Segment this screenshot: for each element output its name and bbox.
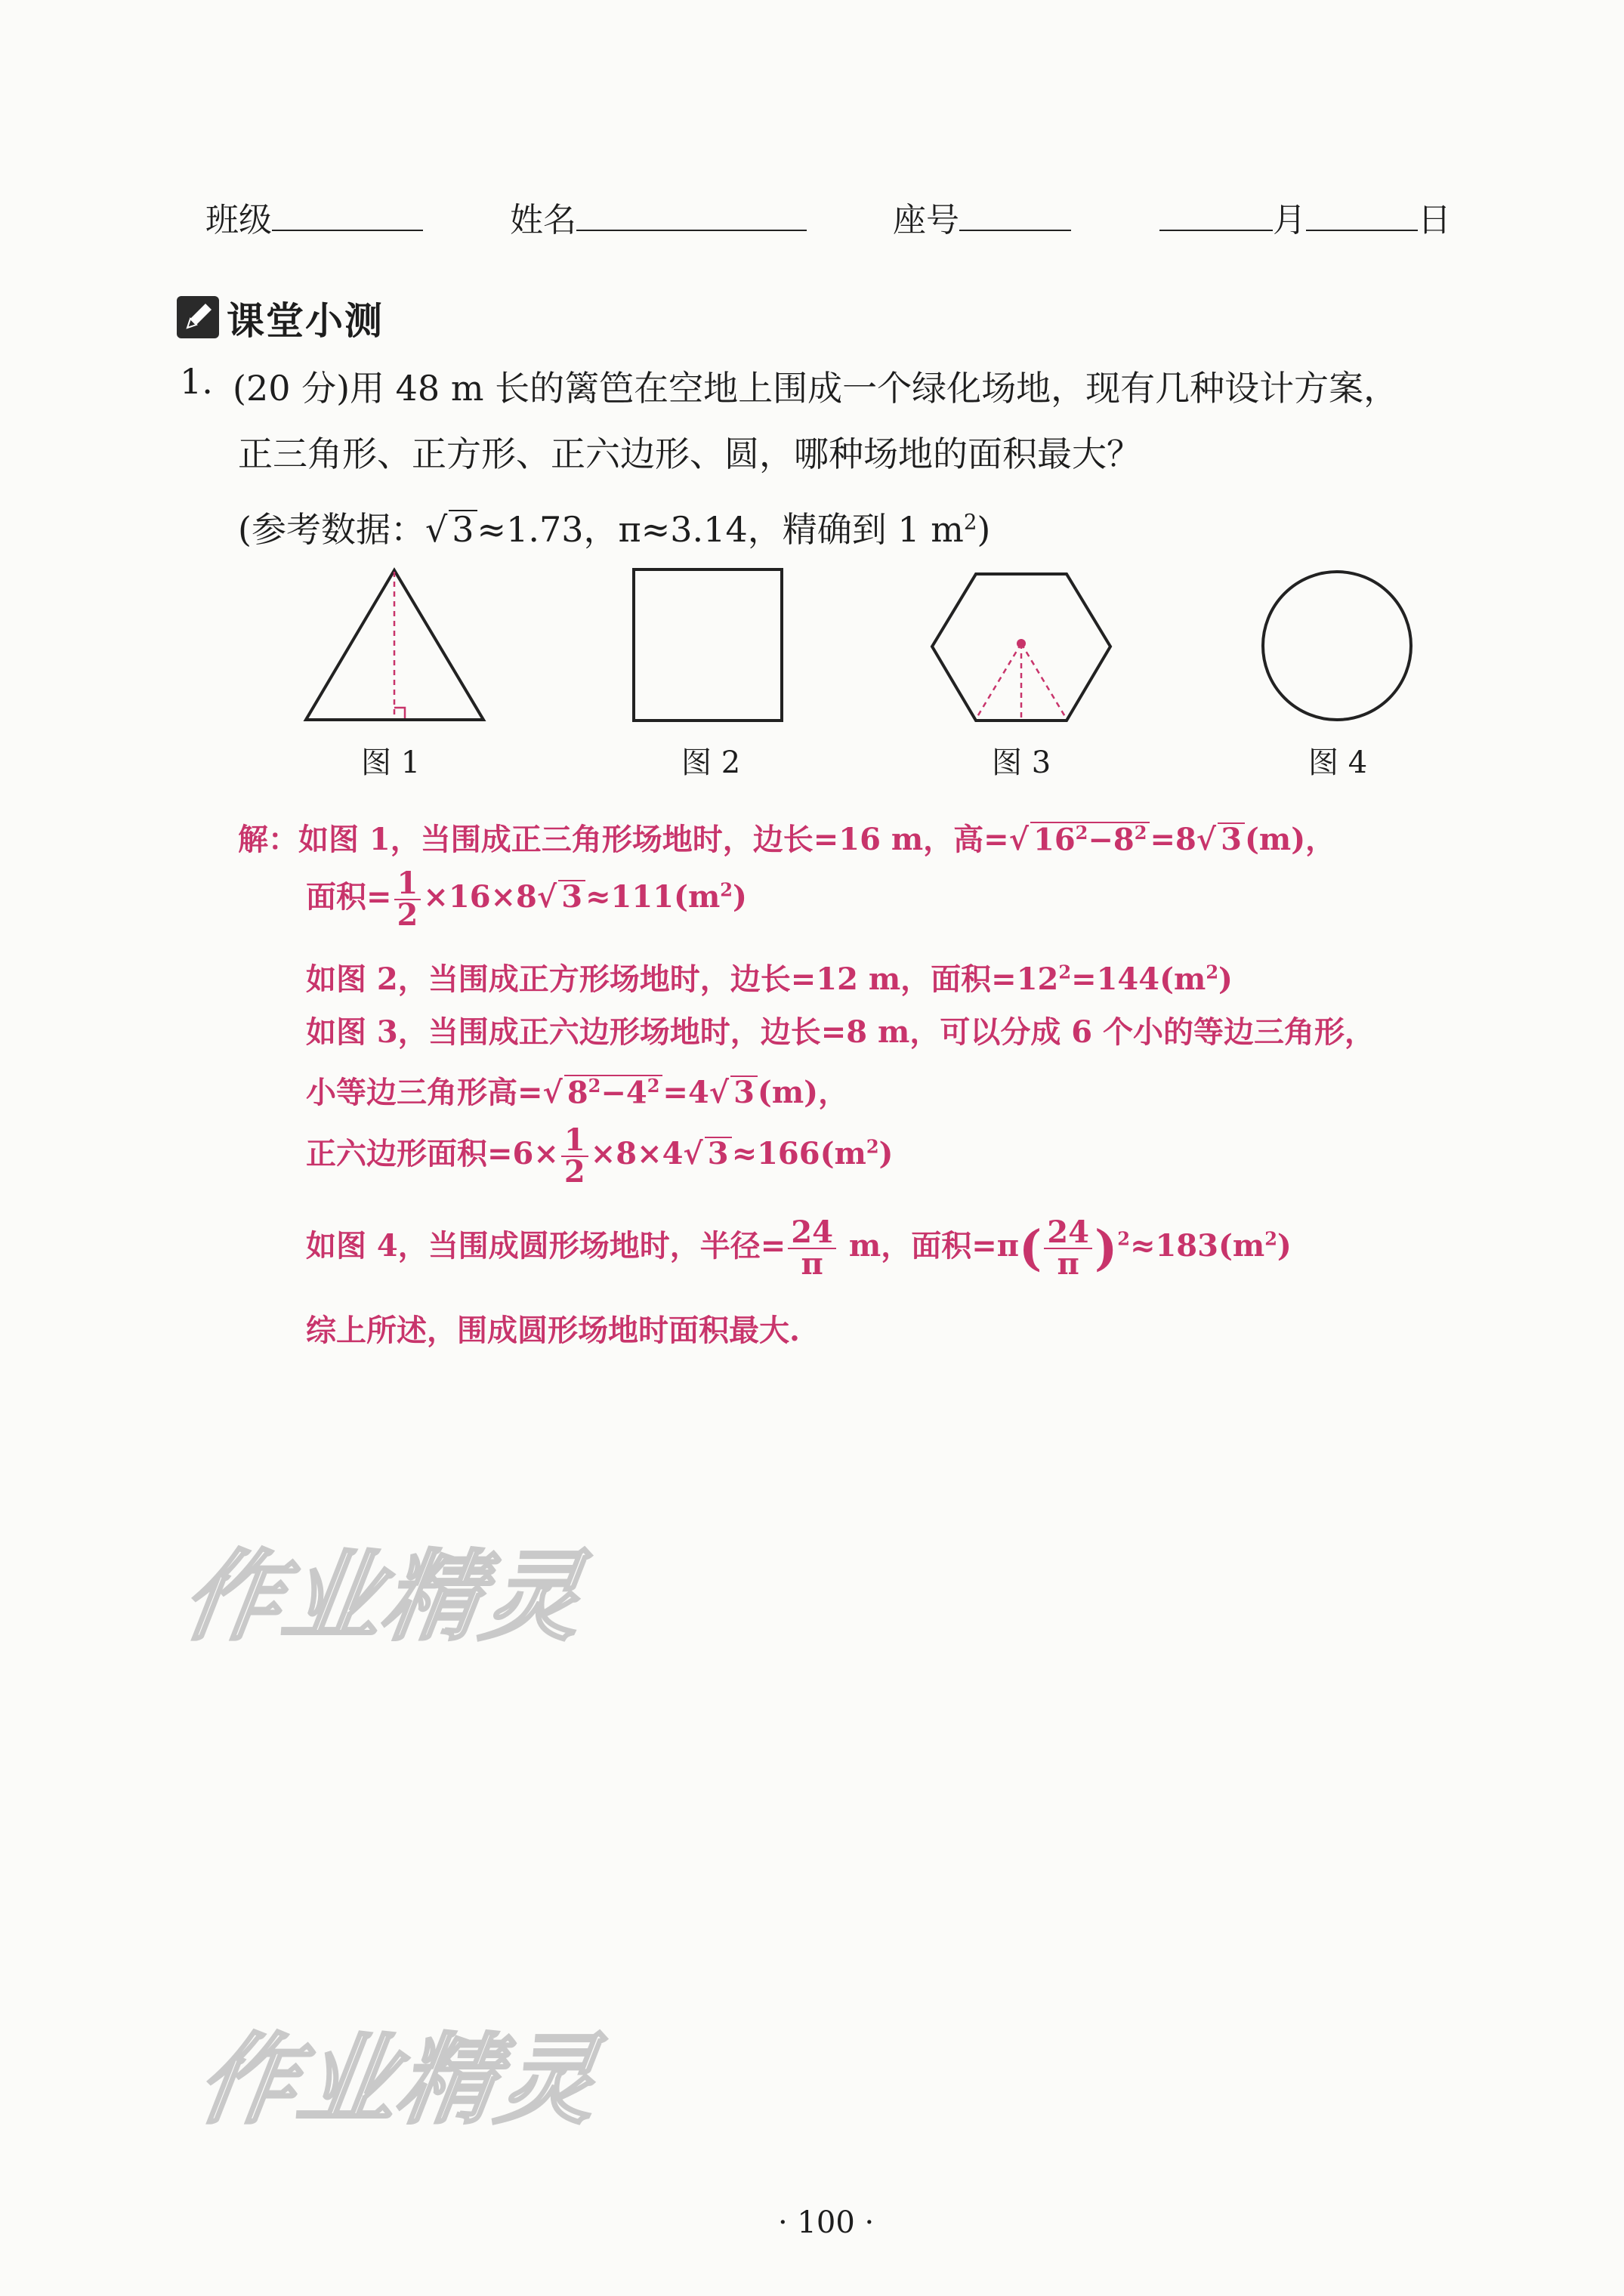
name-field	[510, 193, 807, 241]
solution-line-2: 面积= $\frac{1}{2}$ ×16×8√ $3 \approx 111(m^2)$	[306, 866, 747, 933]
solution-line-3: 如图 2，当围成正方形场地时，边长=12 m，面积$=12^2=144(m^2)$	[306, 961, 1233, 997]
figure-2-square	[631, 566, 786, 725]
reference-data: (参考数据：√ 3≈1.73，π≈3.14，精确到 1 $m^2$)	[238, 509, 991, 550]
question-line-2: 正三角形、正方形、正六边形、圆，哪种场地的面积最大？	[238, 434, 1141, 474]
watermark-1: 作业精灵	[175, 1539, 591, 1654]
figure-1-caption: 图 1	[361, 745, 421, 780]
day-label: 日	[1418, 201, 1451, 239]
question-line-1: (20 分)用 48 m 长的篱笆在空地上围成一个绿化场地，现有几种设计方案，	[233, 368, 1399, 409]
pencil-icon	[175, 295, 221, 340]
page-number: · 100 ·	[778, 2205, 875, 2240]
solution-line-8: 综上所述，围成圆形场地时面积最大.	[306, 1313, 800, 1348]
seat-label: 座号	[893, 201, 959, 239]
name-label: 姓名	[510, 201, 576, 239]
watermark-2: 作业精灵	[190, 2023, 607, 2137]
question-number: 1.	[180, 361, 213, 402]
seat-field	[893, 193, 1071, 241]
figure-4-circle	[1258, 566, 1416, 725]
class-blank	[272, 229, 423, 231]
section-title: 课堂小测	[227, 299, 384, 343]
figure-1-triangle	[298, 563, 491, 725]
month-blank	[1159, 229, 1273, 231]
solution-line-4: 如图 3，当围成正六边形场地时，边长=8 m，可以分成 6 个小的等边三角形，	[306, 1014, 1375, 1050]
month-label: 月	[1273, 201, 1306, 239]
solution-line-6: 正六边形面积=6× $\frac{1}{2}$ ×8×4√ $3 \approx 166(m^2)$	[306, 1122, 894, 1190]
day-blank	[1306, 229, 1418, 231]
date-field	[1159, 193, 1451, 241]
solution-line-7: 如图 4，当围成圆形场地时，半径= $\frac{24}{\pi}$ m，面积=π( $\frac{24}{\pi}$ )$^2\approx 183(m^2)$	[306, 1214, 1292, 1282]
solution-line-5: 小等边三角形高=√ $8^2-4^2 =4√$ 3 (m)，	[306, 1074, 849, 1110]
name-blank	[576, 229, 807, 231]
class-field	[205, 193, 423, 241]
class-label: 班级	[205, 201, 272, 239]
seat-blank	[959, 229, 1071, 231]
figure-4-caption: 图 4	[1308, 745, 1368, 780]
figure-3-hexagon	[929, 570, 1114, 725]
figure-3-caption: 图 3	[992, 745, 1051, 780]
solution-line-1: 解：如图 1，当围成正三角形场地时，边长=16 m，高=√ $16^2-8^2 =8√$ 3 (m)，	[238, 821, 1336, 857]
figure-2-caption: 图 2	[681, 745, 741, 780]
